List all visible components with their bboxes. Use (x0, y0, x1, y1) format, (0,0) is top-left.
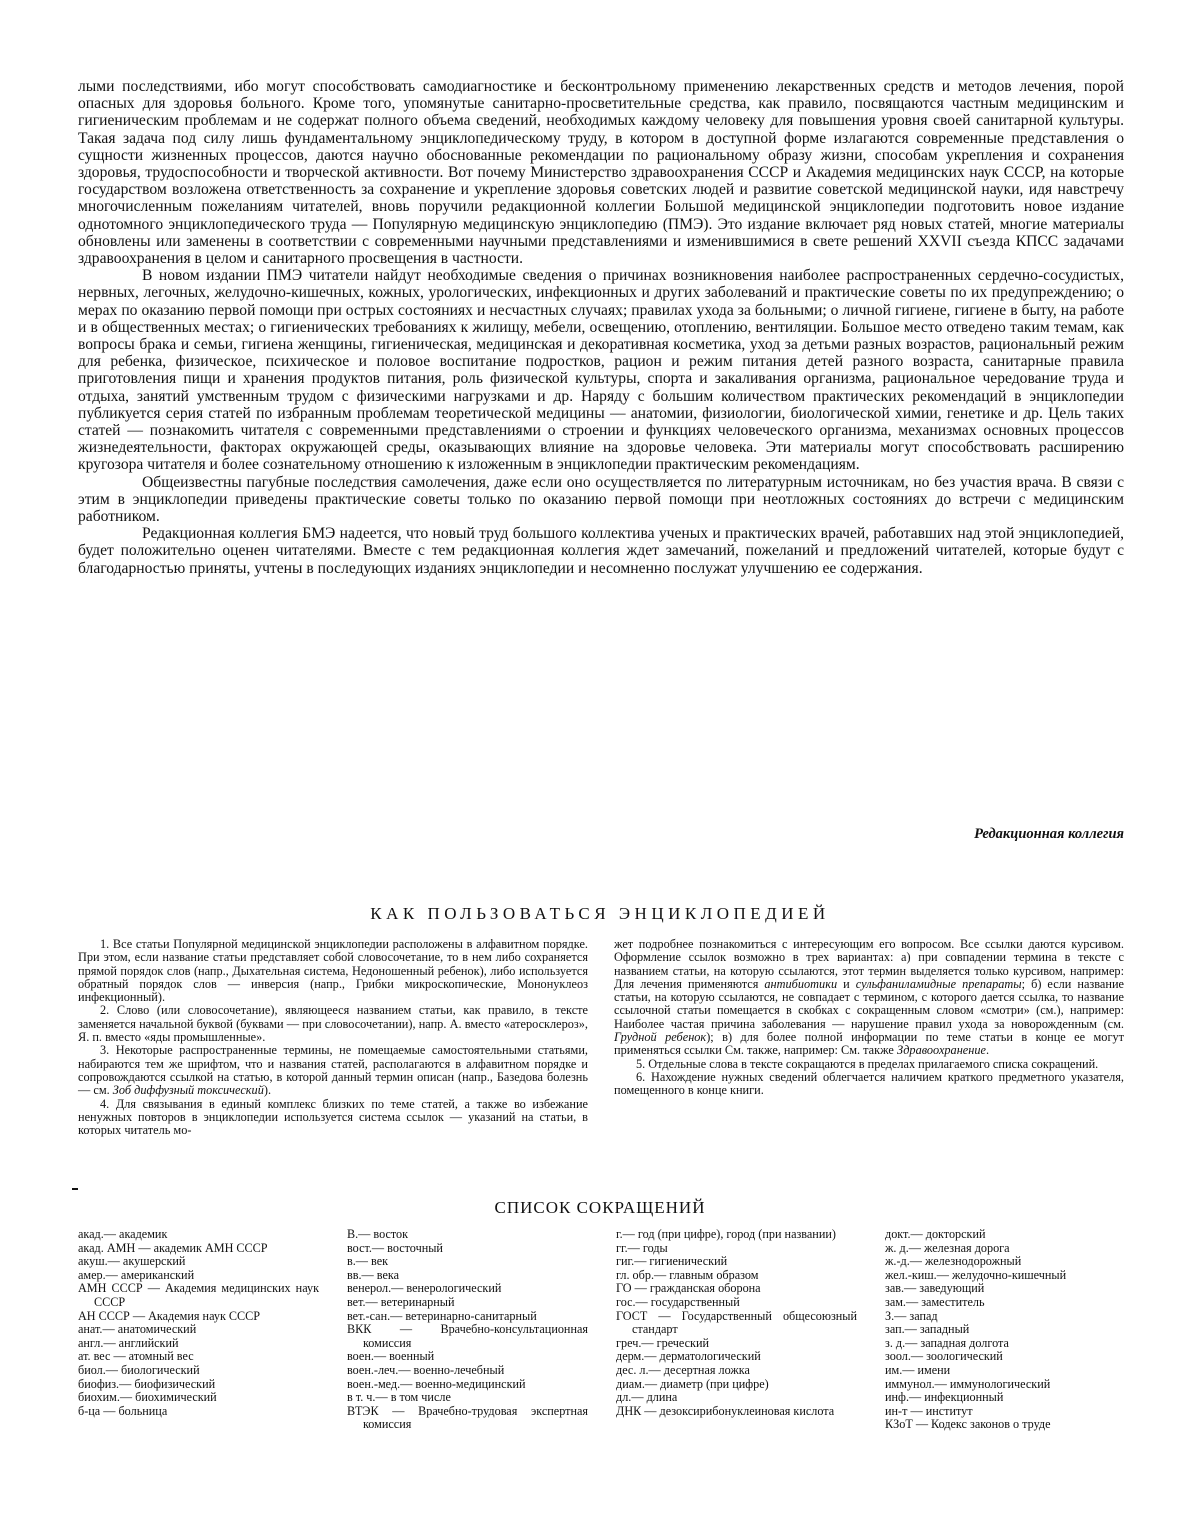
abbreviation-entry: дл.— длина (616, 1390, 678, 1405)
howto-section (78, 938, 1124, 1137)
abbreviation-entry: вост.— восточный (347, 1240, 443, 1255)
howto-item-text: ); в) для более полной информации по теме статьи в конце ее могут применяться ссылки См. также, например: См. также (614, 1030, 1125, 1058)
abbreviation-entry: ДНК — дезоксирибонуклеиновая кислота (616, 1403, 835, 1418)
editorial-signature: Редакционная коллегия (974, 826, 1124, 842)
howto-item: 1. Все статьи Популярной медицинской энциклопедии расположены в алфавитном порядке. При этом, если название статьи представляет собой словосочетание, то в нем либо сохраняется прямой порядок слов (напр., Дыхательная система, Недоношенный ребенок), либо используется обратный порядок слов — инверсия (напр., Грибки микроскопические, Мононуклеоз инфекционный). (78, 937, 588, 1005)
abbreviation-entry: ат. вес — атомный вес (78, 1349, 194, 1364)
abbreviation-entry: англ.— английский (78, 1335, 179, 1350)
howto-item: 6. Нахождение нужных сведений облегчается наличием краткого предметного указателя, помещенного в конце книги. (614, 1069, 1124, 1098)
abbreviation-entry: воен.-мед.— военно-медицинский (347, 1376, 526, 1391)
abbreviation-entry: дес. л.— десертная ложка (616, 1362, 750, 1377)
abbreviations-column (885, 1228, 1126, 1432)
abbreviation-entry: гл. обр.— главным образом (616, 1267, 759, 1282)
abbreviation-entry: З.— запад (885, 1308, 938, 1323)
abbreviation-entry: з. д.— западная долгота (885, 1335, 1009, 1350)
preface-paragraph: В новом издании ПМЭ читатели найдут необходимые сведения о причинах возникновения наиболее распространенных сердечно-сосудистых, нервных, легочных, желудочно-кишечных, кожных, урологических, инфекционных и других заболеваний и практические советы по их предупреждению; о мерах по оказанию первой помощи при острых состояниях и несчастных случаях; правилах ухода за больными; о личной гигиене, гигиене в быту, на работе и в общественных местах; о гигиенических требованиях к жилищу, мебели, освещению, отоплению, вентиляции. Большое место отведено таким темам, как вопросы брака и семьи, гигиена женщины, гигиеническая, медицинская и декоративная косметика, уход за детьми разных возрастов, рациональный режим для ребенка, физическое, психическое и половое воспитание подростков, рацион и режим питания детей разного возраста, санитарные правила приготовления пищи и хранения продуктов питания, роль физической культуры, спорта и закаливания организма, рациональное чередование труда и отдыха, занятий умственным трудом с физическими нагрузками и др. Наряду с большим количеством практических рекомендаций в энциклопедии публикуется серия статей по избранным проблемам теоретической медицины — анатомии, физиологии, биологической химии, генетике и др. Цель таких статей — познакомить читателя с современными представлениями о строении и функциях человеческого организма, механизмах основных процессов жизнедеятельности, факторах окружающей среды, оказывающих влияние на здоровье человека. Эти материалы могут способствовать расширению кругозора читателя и более сознательному отношению к изложенным в энциклопедии практическим рекомендациям. (78, 267, 1124, 474)
abbreviation-entry: биофиз.— биофизический (78, 1376, 216, 1391)
preface-paragraph: Общеизвестны пагубные последствия самолечения, даже если оно осуществляется по литературным источникам, но без участия врача. В связи с этим в энциклопедии приведены практические советы только по оказанию первой помощи при неотложных состояниях до встречи с медицинским работником. (78, 473, 1124, 526)
abbreviation-entry: гиг.— гигиенический (616, 1254, 728, 1269)
abbreviation-entry: акад. АМН — академик АМН СССР (78, 1240, 268, 1255)
abbreviation-entry: дерм.— дерматологический (616, 1349, 761, 1364)
howto-column-right (614, 938, 1124, 1137)
abbreviation-entry: ГО — гражданская оборона (616, 1281, 761, 1296)
abbreviation-entry: в.— век (347, 1254, 389, 1269)
abbreviation-entry: зам.— заместитель (885, 1294, 985, 1309)
howto-item (614, 938, 1124, 1058)
abbreviation-entry: венерол.— венерологический (347, 1281, 502, 1296)
abbreviation-entry: амер.— американский (78, 1267, 195, 1282)
howto-item (78, 1044, 588, 1097)
abbreviations-list (78, 1228, 1126, 1432)
cross-reference: сульфаниламидные препараты (855, 976, 1022, 991)
howto-column-left (78, 938, 588, 1137)
abbreviation-entry: зав.— заведующий (885, 1281, 985, 1296)
abbreviations-column (347, 1228, 588, 1432)
abbreviation-entry: вв.— века (347, 1267, 400, 1282)
abbreviation-entry: воен.-леч.— военно-лечебный (347, 1362, 505, 1377)
abbreviation-entry: г.— год (при цифре), город (при названии) (616, 1227, 836, 1241)
abbreviation-entry: ж. д.— железная дорога (885, 1240, 1010, 1255)
abbreviation-entry: ВТЭК — Врачебно-трудовая экспертная комиссия (347, 1403, 588, 1432)
abbreviation-entry: диам.— диаметр (при цифре) (616, 1376, 769, 1391)
abbreviation-entry: иммунол.— иммунологический (885, 1376, 1051, 1391)
howto-item-text: . (985, 1043, 990, 1058)
abbreviations-column (78, 1228, 319, 1432)
cross-reference: Грудной ребенок (614, 1030, 707, 1045)
cross-reference: антибиотики (764, 976, 838, 991)
abbreviation-entry: воен.— военный (347, 1349, 435, 1364)
cross-reference: Зоб диффузный токсический (112, 1083, 264, 1098)
abbreviation-entry: жел.-киш.— желудочно-кишечный (885, 1267, 1067, 1282)
howto-item-text: ). (263, 1083, 272, 1098)
abbreviation-entry: анат.— анатомический (78, 1322, 197, 1337)
howto-item-text: ; б) если название статьи, на которую ссылаются, не совпадает с термином, с которого дается ссылка, то название ссылочной статьи помещается в скобках с сокращенным словом «смотри» (см.), например: Наиболее частая причина заболевания — нарушение правил ухода за новорожденным (см. (614, 976, 1124, 1031)
abbreviation-entry: биол.— биологический (78, 1362, 200, 1377)
howto-item: 5. Отдельные слова в тексте сокращаются в пределах прилагаемого списка сокращений. (636, 1056, 1099, 1071)
howto-item-text: жет подробнее познакомиться с интересующим его вопросом. Все ссылки даются курсивом. Оформление ссылок возможно в трех вариантах: а) при совпадении термина в тексте с названием статьи, на которую ссылаются, этот термин выделяется только курсивом, например: Для лечения применяются (614, 937, 1124, 991)
abbreviation-entry: ж.-д.— железнодорожный (885, 1254, 1022, 1269)
abbreviation-entry: АН СССР — Академия наук СССР (78, 1308, 261, 1323)
howto-item-text: 3. Некоторые распространенные термины, не помещаемые самостоятельными статьями, набираются тем же шрифтом, что и названия статей, располагаются в алфавитном порядке и сопровождаются ссылкой на статью, в которой данный термин описан (напр., Базедова болезнь — см. (78, 1043, 588, 1098)
preface-paragraph: лыми последствиями, ибо могут способствовать самодиагностике и бесконтрольному применению лекарственных средств и методов лечения, порой опасных для здоровья больного. Кроме того, упомянутые санитарно-просветительные средства, как правило, посвящаются частным медицинским и гигиеническим проблемам и не содержат полного объема сведений, необходимых каждому человеку для повышения уровня своей санитарной культуры. Такая задача под силу лишь фундаментальному энциклопедическому труду, в котором в доступной форме излагаются современные представления о сущности жизненных процессов, даются научно обоснованные рекомендации по рациональному образу жизни, способам укрепления и сохранения здоровья, трудоспособности и творческой активности. Вот почему Министерство здравоохранения СССР и Академия медицинских наук СССР, на которые государством возложена ответственность за сохранение и укрепление здоровья советских людей и развитие советской медицинской науки, идя навстречу многочисленным пожеланиям читателей, вновь поручили редакционной коллегии Большой медицинской энциклопедии подготовить новое издание однотомного энциклопедического труда — Популярную медицинскую энциклопедию (ПМЭ). Это издание включает ряд новых статей, многие материалы обновлены или заменены в соответствии с современными научными представлениями и изменившимися в свете решений XXVII съезда КПСС задачами здравоохранения в целом и санитарного просвещения в частности. (78, 78, 1124, 268)
howto-heading: КАК ПОЛЬЗОВАТЬСЯ ЭНЦИКЛОПЕДИЕЙ (370, 904, 830, 923)
howto-item: 2. Слово (или словосочетание), являющееся названием статьи, как правило, в тексте заменяется начальной буквой (буквами — при словосочетании), напр. А. вместо «атеросклероз», Я. п. вместо «яды промышленные». (78, 1003, 588, 1045)
abbreviation-entry: гос.— государственный (616, 1294, 740, 1309)
abbreviation-entry: вет.— ветеринарный (347, 1294, 455, 1309)
abbreviation-entry: зоол.— зоологический (885, 1349, 1003, 1364)
abbreviation-entry: КЗоТ — Кодекс законов о труде (885, 1417, 1051, 1432)
abbreviation-entry: им.— имени (885, 1362, 951, 1377)
abbreviations-heading: СПИСОК СОКРАЩЕНИЙ (494, 1198, 706, 1217)
abbreviation-entry: В.— восток (347, 1227, 409, 1241)
abbreviation-entry: вет.-сан.— ветеринарно-санитарный (347, 1308, 537, 1323)
abbreviation-entry: гг.— годы (616, 1240, 668, 1255)
margin-dash (72, 1188, 78, 1190)
abbreviation-entry: ВКК — Врачебно-консультационная комиссия (347, 1322, 588, 1350)
abbreviation-entry: зап.— западный (885, 1322, 970, 1337)
abbreviation-entry: ГОСТ — Государственный общесоюзный стандарт (616, 1308, 857, 1337)
abbreviations-column (616, 1228, 857, 1432)
howto-item-text: и (837, 976, 856, 991)
preface-text (78, 78, 1124, 577)
abbreviation-entry: докт.— докторский (885, 1227, 986, 1241)
abbreviation-entry: инф.— инфекционный (885, 1390, 1004, 1405)
abbreviation-entry: биохим.— биохимический (78, 1390, 217, 1405)
abbreviation-entry: АМН СССР — Академия медицинских наук СССР (78, 1281, 319, 1309)
cross-reference: Здравоохранение (896, 1043, 986, 1058)
preface-paragraph: Редакционная коллегия БМЭ надеется, что новый труд большого коллектива ученых и практических врачей, работавших над этой энциклопедией, будет положительно оценен читателями. Вместе с тем редакционная коллегия ждет замечаний, пожеланий и предложений читателей, которые будут с благодарностью приняты, учтены в последующих изданиях энциклопедии и несомненно послужат улучшению ее содержания. (78, 525, 1124, 577)
abbreviation-entry: в т. ч.— в том числе (347, 1390, 451, 1405)
abbreviation-entry: ин-т — институт (885, 1403, 973, 1418)
abbreviation-entry: акуш.— акушерский (78, 1254, 186, 1269)
abbreviation-entry: греч.— греческий (616, 1335, 710, 1350)
abbreviation-entry: акад.— академик (78, 1227, 168, 1241)
howto-item: 4. Для связывания в единый комплекс близких по теме статей, а также во избежание ненужных повторов в энциклопедии используется система ссылок — указаний на статьи, в которых читатель мо- (78, 1096, 588, 1138)
abbreviation-entry: б-ца — больница (78, 1403, 168, 1418)
